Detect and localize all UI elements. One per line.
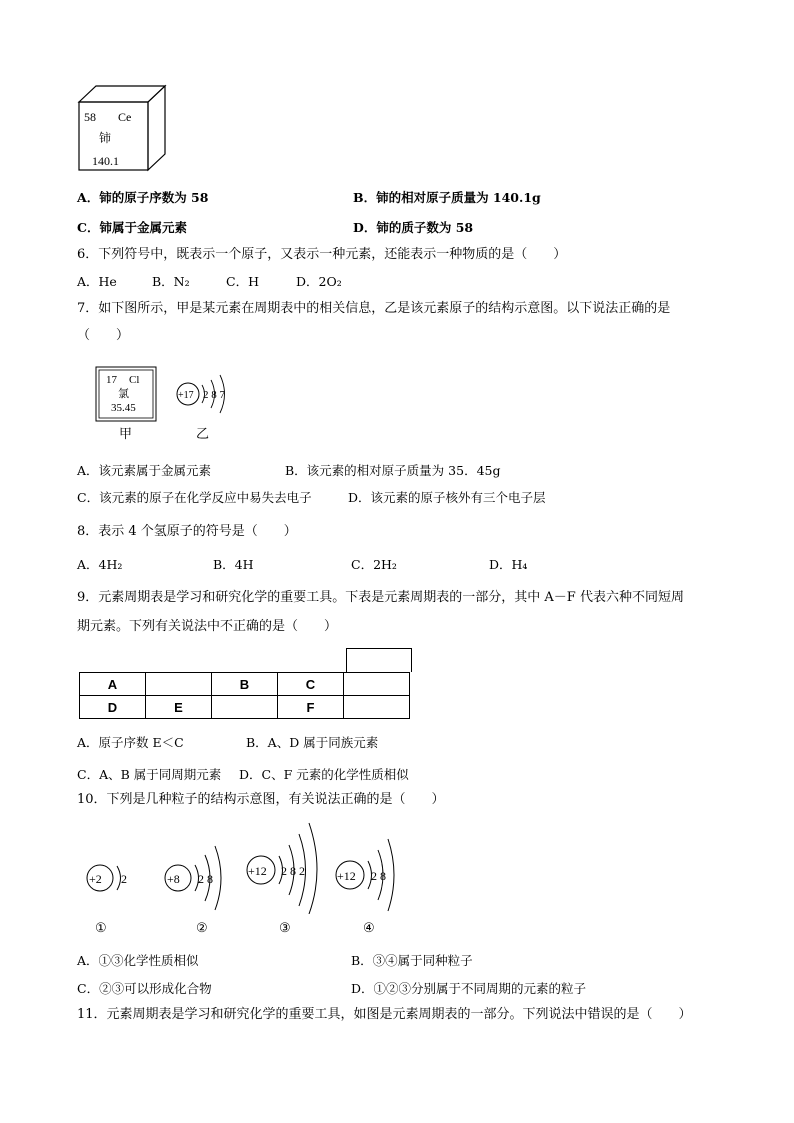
- q5-option-c: C．铈属于金属元素: [77, 220, 187, 235]
- particle-diagram-4: [334, 835, 400, 913]
- cube-atomic-number: 58: [84, 110, 96, 124]
- cube-name: 铈: [99, 131, 112, 145]
- q10-option-c: C．②③可以形成化合物: [77, 981, 212, 996]
- q7-stem-line1: 7．如下图所示，甲是某元素在周期表中的相关信息，乙是该元素原子的结构示意图。以下说法正确的是: [77, 301, 671, 316]
- periodic-table-extra-cell: [346, 648, 412, 672]
- q9-stem-line2: 期元素。下列有关说法中不正确的是（ ）: [77, 619, 338, 634]
- q5-option-d: D．铈的质子数为 58: [353, 220, 474, 235]
- q6-stem: 6．下列符号中，既表示一个原子，又表示一种元素，还能表示一种物质的是（ ）: [77, 247, 567, 262]
- q10-option-a: A．①③化学性质相似: [77, 953, 199, 968]
- q9-option-a: A．原子序数 E＜C: [77, 735, 184, 750]
- chlorine-atom-diagram: [174, 372, 240, 416]
- particle-nucleus: +12: [248, 864, 267, 878]
- q5-option-a: A．铈的原子序数为 58: [77, 190, 209, 205]
- particle-shells: 2 8 2: [281, 864, 305, 878]
- q8-stem: 8．表示 4 个氢原子的符号是（ ）: [77, 524, 297, 539]
- q7-option-b: B．该元素的相对原子质量为 35．45g: [285, 463, 501, 478]
- cube-symbol: Ce: [118, 110, 132, 124]
- table-cell: [146, 673, 212, 696]
- q9-option-d: D．C、F 元素的化学性质相似: [239, 767, 409, 782]
- particle-nucleus: +2: [89, 872, 102, 886]
- q8-option-b: B．4H: [213, 557, 254, 572]
- table-cell: A: [80, 673, 146, 696]
- table-cell: [344, 673, 410, 696]
- particle-diagram-2: [163, 838, 233, 914]
- table-row: [80, 673, 410, 696]
- q8-option-d: D．H₄: [489, 557, 528, 572]
- periodic-table-fragment: [79, 672, 410, 719]
- cube-mass: 140.1: [92, 154, 119, 168]
- particle-diagram-1: [84, 850, 134, 906]
- table-cell: [212, 696, 278, 719]
- particle-shells: 2 8: [371, 869, 386, 883]
- q5-option-b: B．铈的相对原子质量为 140.1g: [353, 190, 541, 205]
- table-cell: [344, 696, 410, 719]
- label-jia: 甲: [119, 427, 133, 442]
- cell-mass: 35.45: [111, 402, 136, 414]
- q8-option-a: A．4H₂: [77, 557, 123, 572]
- q7-stem-line2: （ ）: [77, 328, 130, 343]
- q10-option-d: D．①②③分别属于不同周期的元素的粒子: [351, 981, 587, 996]
- cerium-element-cube: [76, 84, 168, 174]
- particle-nucleus: +8: [167, 872, 180, 886]
- q9-stem-line1: 9．元素周期表是学习和研究化学的重要工具。下表是元素周期表的一部分，其中 A－F 代表六种不同短周: [77, 590, 684, 605]
- q7-option-c: C．该元素的原子在化学反应中易失去电子: [77, 490, 312, 505]
- table-cell: E: [146, 696, 212, 719]
- particle-label-2: ②: [196, 921, 208, 936]
- cell-name: 氯: [118, 388, 129, 400]
- atom-nucleus: +17: [178, 390, 194, 401]
- q6-option-c: C．H: [226, 274, 259, 289]
- q9-option-b: B．A、D 属于同族元素: [246, 735, 379, 750]
- particle-diagram-3: [245, 818, 329, 914]
- q7-option-d: D．该元素的原子核外有三个电子层: [348, 490, 546, 505]
- q10-option-b: B．③④属于同种粒子: [351, 953, 473, 968]
- atom-shells: 2 8 7: [203, 389, 225, 401]
- q6-option-b: B．N₂: [152, 274, 190, 289]
- cell-atomic-number: 17: [106, 374, 117, 386]
- q9-option-c: C．A、B 属于同周期元素: [77, 767, 222, 782]
- particle-label-4: ④: [363, 921, 375, 936]
- cell-symbol: Cl: [129, 374, 140, 386]
- table-cell: B: [212, 673, 278, 696]
- q10-stem: 10．下列是几种粒子的结构示意图，有关说法正确的是（ ）: [77, 792, 445, 807]
- table-cell: D: [80, 696, 146, 719]
- q11-stem: 11．元素周期表是学习和研究化学的重要工具，如图是元素周期表的一部分。下列说法中错误的是（ ）: [77, 1007, 692, 1022]
- q7-option-a: A．该元素属于金属元素: [77, 463, 212, 478]
- q6-option-d: D．2O₂: [296, 274, 342, 289]
- table-row: [80, 696, 410, 719]
- label-yi: 乙: [196, 427, 210, 442]
- particle-label-1: ①: [95, 921, 107, 936]
- particle-nucleus: +12: [337, 869, 356, 883]
- chlorine-element-cell: [95, 366, 157, 422]
- q8-option-c: C．2H₂: [351, 557, 397, 572]
- q6-option-a: A．He: [77, 274, 117, 289]
- particle-label-3: ③: [279, 921, 291, 936]
- table-cell: F: [278, 696, 344, 719]
- table-cell: C: [278, 673, 344, 696]
- particle-shells: 2 8: [198, 872, 213, 886]
- particle-shells: 2: [121, 872, 127, 886]
